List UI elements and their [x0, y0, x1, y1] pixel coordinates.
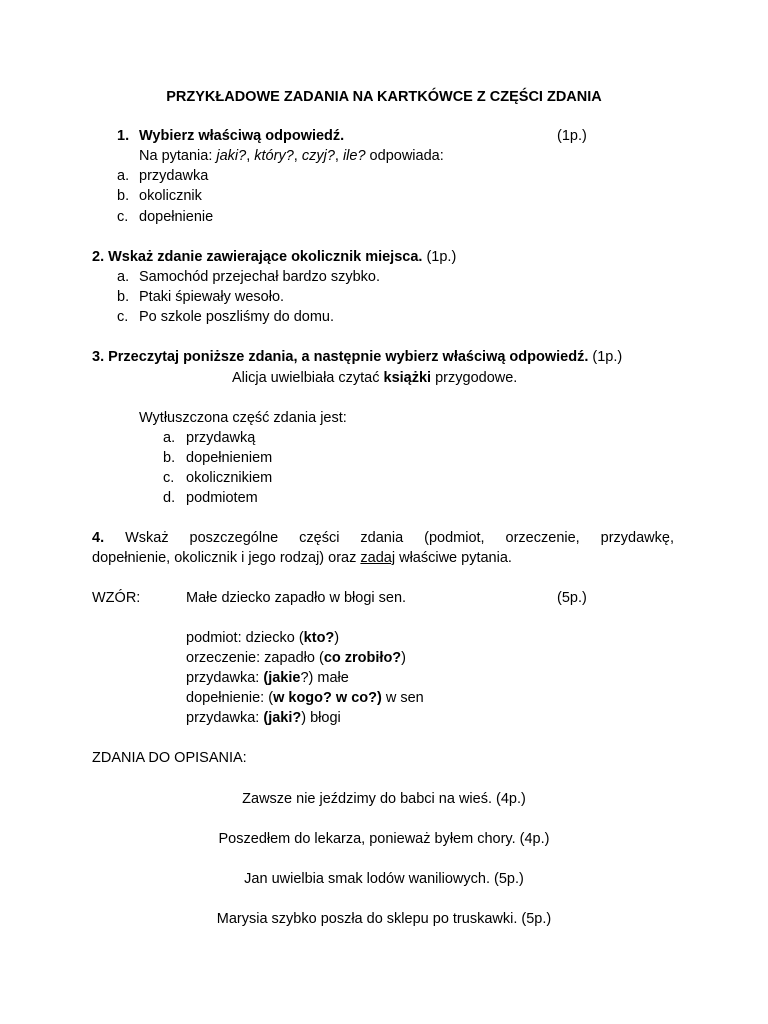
q4-number: 4. — [92, 530, 105, 546]
q3-sentence-end: przygodowe. — [431, 370, 518, 386]
q1-number: 1. — [117, 128, 130, 144]
q2-option-letter: a. — [117, 269, 130, 285]
example-line-pre: dopełnienie: ( — [186, 690, 274, 706]
q1-prompt-ktory: który? — [254, 148, 294, 164]
example-line-pre: przydawka: — [186, 710, 264, 726]
q1-option-text: przydawka — [139, 168, 209, 184]
example-line-bold: kto? — [303, 630, 335, 646]
example-line-post: w sen — [381, 690, 424, 706]
q1-prompt-start: Na pytania: — [139, 148, 217, 164]
example-line-bold: (jaki? — [263, 710, 302, 726]
q1-prompt-czyj: czyj? — [301, 148, 335, 164]
q1-option-letter: b. — [117, 188, 130, 204]
q3-prompt: Wytłuszczona część zdania jest: — [139, 410, 347, 426]
q1-sep: , — [293, 148, 302, 164]
q3-sentence-start: Alicja uwielbiała czytać — [232, 370, 384, 386]
q2-option-letter: c. — [117, 309, 129, 325]
q2-points: (1p.) — [422, 249, 457, 265]
example-line — [186, 669, 349, 687]
example-line — [186, 689, 424, 707]
q3-option-letter: d. — [163, 490, 176, 506]
q3-option-text: okolicznikiem — [186, 470, 273, 486]
example-points: (5p.) — [557, 590, 587, 606]
q2-option-text: Samochód przejechał bardzo szybko. — [139, 269, 380, 285]
q3-points: (1p.) — [588, 349, 623, 365]
example-sentence: Małe dziecko zapadło w błogi sen. — [186, 590, 407, 606]
q1-prompt — [139, 147, 444, 165]
q3-option-text: podmiotem — [186, 490, 258, 506]
q1-option-text: dopełnienie — [139, 209, 214, 225]
q3-option-text: dopełnieniem — [186, 450, 273, 466]
example-line-bold: w kogo? w co?) — [273, 690, 382, 706]
q3-option-text: przydawką — [186, 430, 256, 446]
q3-option-letter: a. — [163, 430, 176, 446]
q2-option-text: Po szkole poszliśmy do domu. — [139, 309, 335, 325]
q2-heading-line — [92, 248, 456, 266]
q3-heading: 3. Przeczytaj poniższe zdania, a następnie wybierz właściwą odpowiedź. — [92, 349, 589, 365]
example-line-post: ) — [401, 650, 407, 666]
q1-option-letter: c. — [117, 209, 129, 225]
example-line-bold: co zrobiło? — [323, 650, 402, 666]
q4-line-1 — [92, 528, 674, 548]
q1-option-text: okolicznik — [139, 188, 202, 204]
q4-line-1-text: Wskaż poszczególne części zdania (podmiot, orzeczenie, przydawkę, — [104, 530, 674, 546]
example-label: WZÓR: — [92, 590, 141, 606]
q1-prompt-ile: ile? — [342, 148, 366, 164]
to-describe-sentence: Zawsze nie jeździmy do babci na wieś. (4p.) — [242, 791, 526, 807]
q3-sentence-bold: książki — [383, 370, 432, 386]
q4-line-2-start: dopełnienie, okolicznik i jego rodzaj) oraz — [92, 550, 361, 566]
q3-option-letter: b. — [163, 450, 176, 466]
to-describe-label: ZDANIA DO OPISANIA: — [92, 750, 247, 766]
q4-line-2-end: właściwe pytania. — [395, 550, 512, 566]
q3-heading-line — [92, 348, 622, 366]
q2-heading: 2. Wskaż zdanie zawierające okolicznik miejsca. — [92, 249, 423, 265]
example-line-pre: przydawka: — [186, 670, 264, 686]
q1-option-letter: a. — [117, 168, 130, 184]
to-describe-sentence: Poszedłem do lekarza, ponieważ byłem chory. (4p.) — [218, 831, 550, 847]
example-line-pre: podmiot: dziecko ( — [186, 630, 304, 646]
example-line — [186, 709, 341, 727]
q1-heading: Wybierz właściwą odpowiedź. — [139, 128, 345, 144]
q3-sentence — [232, 369, 517, 387]
page-title: PRZYKŁADOWE ZADANIA NA KARTKÓWCE Z CZĘŚCI ZDANIA — [166, 89, 602, 105]
example-line-post: ) błogi — [301, 710, 341, 726]
example-line-post: ?) małe — [300, 670, 349, 686]
q1-prompt-jaki: jaki? — [216, 148, 247, 164]
q2-option-text: Ptaki śpiewały wesoło. — [139, 289, 285, 305]
example-line-post: ) — [334, 630, 340, 646]
to-describe-sentence: Marysia szybko poszła do sklepu po truskawki. (5p.) — [216, 911, 552, 927]
to-describe-sentence: Jan uwielbia smak lodów waniliowych. (5p.) — [244, 871, 524, 887]
example-line — [186, 629, 339, 647]
q3-option-letter: c. — [163, 470, 175, 486]
q4-line-2-underline: zadaj — [360, 550, 396, 566]
q1-prompt-end: odpowiada: — [365, 148, 444, 164]
example-line-pre: orzeczenie: zapadło ( — [186, 650, 324, 666]
q4-line-2 — [92, 549, 512, 567]
q2-option-letter: b. — [117, 289, 130, 305]
q1-sep: , — [246, 148, 255, 164]
q1-sep: , — [334, 148, 343, 164]
q1-points: (1p.) — [557, 128, 587, 144]
example-line-bold: (jakie — [263, 670, 301, 686]
example-line — [186, 649, 406, 667]
